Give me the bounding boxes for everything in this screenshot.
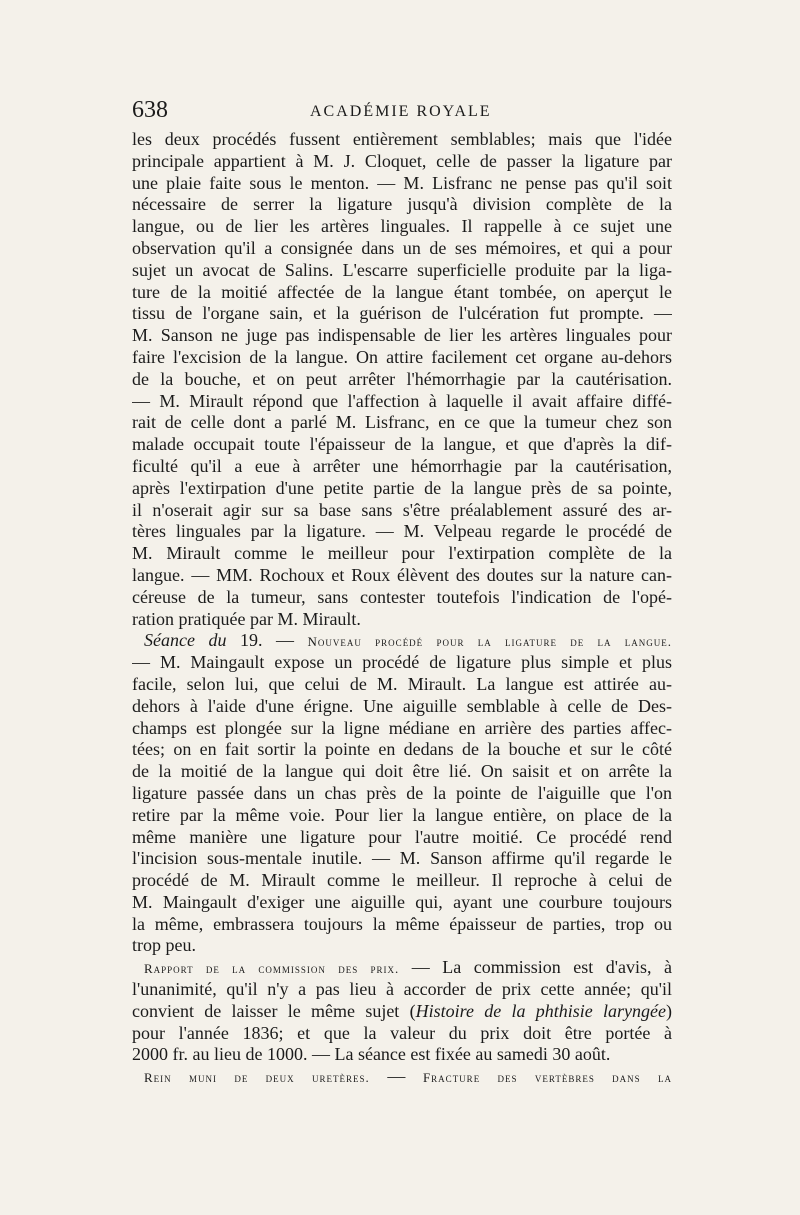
text-line: observation qu'il a consignée dans un de ses mémoires, et qui a pour	[132, 237, 672, 258]
seance-date-number: 19. —	[240, 630, 295, 651]
text-line: de la bouche, et on peut arrêter l'hémorrhagie par la cautérisation.	[132, 368, 672, 389]
text-line: 2000 fr. au lieu de 1000. — La séance est fixée au samedi 30 août.	[132, 1044, 611, 1065]
text-line: trop peu.	[132, 935, 196, 956]
section-heading-19	[132, 630, 672, 652]
text-line: M. Mirault comme le meilleur pour l'extirpation complète de la	[132, 543, 672, 564]
separator: —	[369, 1066, 423, 1087]
text-line: malade occupait toute l'épaisseur de la langue, et que d'après la dif-	[132, 434, 672, 455]
page-number: 638	[132, 97, 168, 123]
text-line: tères linguales par la ligature. — M. Velpeau regarde le procédé de	[132, 521, 672, 542]
text-line: ficulté qu'il a eue à arrêter une hémorrhagie par la cautérisation,	[132, 455, 672, 476]
text-line: M. Sanson ne juge pas indispensable de lier les artères linguales pour	[132, 325, 672, 346]
page-header	[132, 95, 672, 127]
text-line: dehors à l'aide d'une érigne. Une aiguille semblable à celle de Des-	[132, 695, 672, 716]
text-line: même manière une ligature pour l'autre moitié. Ce procédé rend	[132, 826, 672, 847]
text-fragment: )	[666, 1000, 672, 1021]
section-title: Rein muni de deux uretères.	[144, 1070, 370, 1086]
text-line: procédé de M. Mirault comme le meilleur. Il reproche à celui de	[132, 870, 672, 891]
text-line: l'incision sous-mentale inutile. — M. Sanson affirme qu'il regarde le	[132, 848, 672, 869]
rapport-first-line-text: — La commission est d'avis, à	[399, 957, 672, 978]
text-line: une plaie faite sous le menton. — M. Lisfranc ne pense pas qu'il soit	[132, 172, 672, 193]
text-line: — M. Mirault répond que l'affection à laquelle il avait affaire diffé-	[132, 390, 672, 411]
text-line: de la moitié de la langue qui doit être lié. On saisit et on arrête la	[132, 761, 672, 782]
rapport-line-3	[132, 1001, 672, 1023]
text-line: rait de celle dont a parlé M. Lisfranc, en ce que la tumeur chez son	[132, 412, 672, 433]
seance-date-label: Séance du	[144, 630, 227, 651]
rapport-heading: Rapport de la commission des prix.	[144, 961, 400, 977]
text-line: champs est plongée sur la ligne médiane en arrière des parties affec-	[132, 717, 672, 738]
running-head: ACADÉMIE ROYALE	[310, 103, 492, 120]
text-line: céreuse de la tumeur, sans contester toutefois l'indication de l'opé-	[132, 586, 672, 607]
text-line: langue. — MM. Rochoux et Roux élèvent des doutes sur la nature can-	[132, 564, 672, 585]
text-line: langue, ou de lier les artères linguales. Il rappelle à ce sujet une	[132, 216, 672, 237]
text-fragment: convient de laisser le même sujet (	[132, 1000, 416, 1021]
text-line: — M. Maingault expose un procédé de ligature plus simple et plus	[132, 652, 672, 673]
text-line: ration pratiquée par M. Mirault.	[132, 608, 361, 629]
text-line: sujet un avocat de Salins. L'escarre superficielle produite par la liga-	[132, 259, 672, 280]
text-line: retire par la même voie. Pour lier la langue entière, on place de la	[132, 804, 672, 825]
book-title: Histoire de la phthisie laryngée	[415, 1000, 667, 1021]
text-line: tissu de l'organe sain, et la guérison de l'ulcération fut prompte. —	[132, 303, 672, 324]
section-title: Nouveau procédé pour la ligature de la langue.	[307, 634, 672, 650]
text-line: facile, selon lui, que celui de M. Mirault. La langue est attirée au-	[132, 673, 672, 694]
text-line: nécessaire de serrer la ligature jusqu'à division complète de la	[132, 194, 672, 215]
text-line: pour l'année 1836; et que la valeur du prix doit être portée à	[132, 1022, 672, 1043]
text-line: il n'oserait agir sur sa base sans s'être préalablement assuré des ar-	[132, 499, 672, 520]
text-line: après l'extirpation d'une petite partie de la langue près de sa pointe,	[132, 477, 672, 498]
text-line: principale appartient à M. J. Cloquet, celle de passer la ligature par	[132, 150, 672, 171]
body-text	[132, 129, 672, 1088]
text-line: tées; on en fait sortir la pointe en dedans de la bouche et sur le côté	[132, 739, 672, 760]
rapport-first-line	[132, 957, 672, 979]
text-line: ligature passée dans un chas près de la pointe de l'aiguille que l'on	[132, 782, 672, 803]
final-heading-line	[132, 1066, 672, 1088]
text-line: ture de la moitié affectée de la langue étant tombée, on aperçut le	[132, 281, 672, 302]
text-line: l'unanimité, qu'il n'y a pas lieu à accorder de prix cette année; qu'il	[132, 979, 672, 1000]
section-title: Fracture des vertèbres dans la	[422, 1070, 672, 1086]
text-line: M. Maingault d'exiger une aiguille qui, ayant une courbure toujours	[132, 891, 672, 912]
text-line: les deux procédés fussent entièrement semblables; mais que l'idée	[132, 129, 672, 149]
text-line: faire l'excision de la langue. On attire facilement cet organe au-dehors	[132, 346, 672, 367]
text-line: la même, embrassera toujours la même épaisseur de parties, trop ou	[132, 913, 672, 934]
